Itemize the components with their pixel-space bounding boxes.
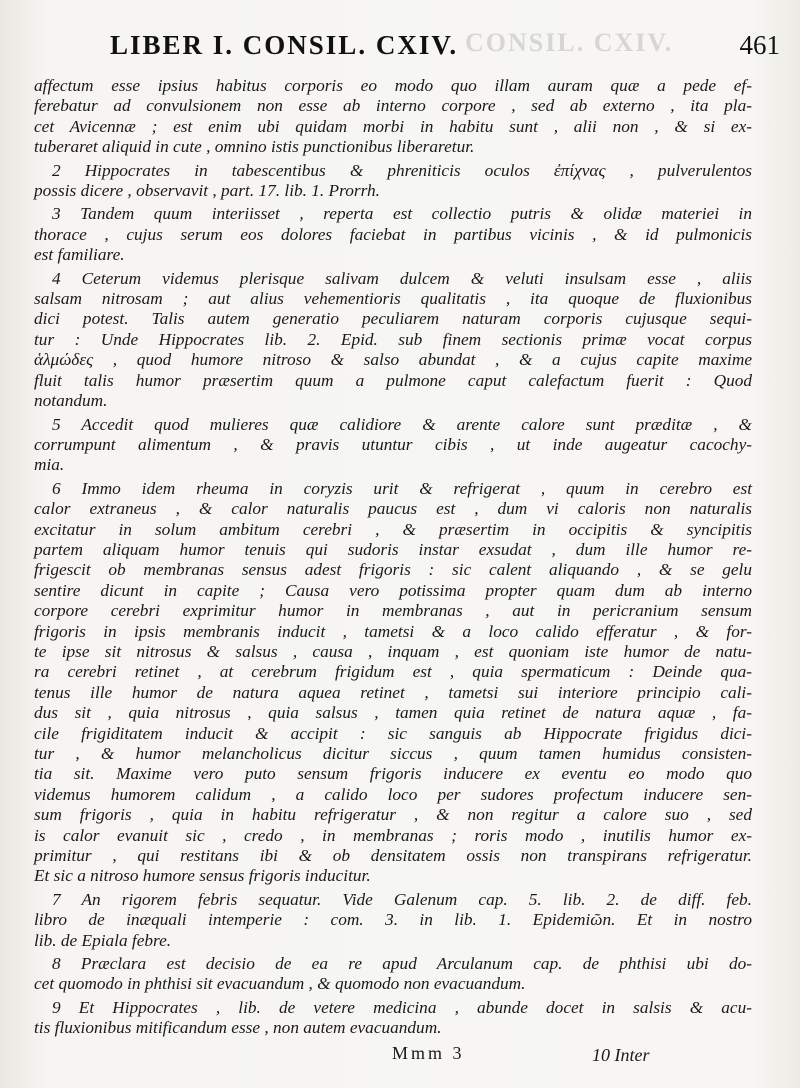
running-header (110, 30, 780, 61)
paragraph (34, 76, 752, 158)
text-line: possis dicere , observavit , part. 17. lib. 1. Prorrh. (34, 181, 380, 201)
paragraph (34, 479, 752, 887)
text-line: 9 Et Hippocrates , lib. de vetere medicina , abunde docet in salsis & acu- (52, 997, 752, 1017)
text-line: ferebatur ad convulsionem non esse ab interno corpore , sed ab externo , ita pla- (34, 96, 752, 116)
text-line: ra cerebri retinet , at cerebrum frigidum est , quia spermaticum : Deinde qua- (34, 662, 752, 682)
text-line: ἁλμώδες , quod humore nitroso & salso abundat , & a cujus capite maxime (34, 350, 752, 370)
text-line: 4 Ceterum videmus plerisque salivam dulcem & veluti insulsam esse , aliis (52, 268, 752, 288)
text-line: dici potest. Talis autem generatio peculiarem naturam corporis cujusque sequi- (34, 309, 752, 329)
text-line: partem aliquam humor tenuis qui sudoris instar exsudat , dum ille humor re- (34, 539, 752, 559)
paragraph (34, 269, 752, 412)
body-text (34, 76, 752, 1042)
page-number: 461 (739, 30, 780, 60)
text-line: thorace , cujus serum eos dolores faciebat in partibus vicinis , & id pulmonicis (34, 224, 752, 244)
text-line: tia sit. Maxime vero puto sensum frigoris inducere ex eventu eo modo quo (34, 764, 752, 784)
text-line: mia. (34, 455, 65, 475)
paragraph (34, 415, 752, 476)
text-line: 3 Tandem quum interiisset , reperta est collectio putris & olidæ materiei in (52, 204, 752, 224)
text-line: libro de inæquali intemperie : com. 3. in lib. 1. Epidemiῶn. Et in nostro (34, 910, 752, 930)
text-line: 5 Accedit quod mulieres quæ calidiore & arente calore sunt præditæ , & (52, 414, 752, 434)
running-title: LIBER I. CONSIL. CXIV. (110, 30, 459, 60)
paragraph (34, 998, 752, 1039)
text-line: is calor evanuit sic , credo , in membranas ; roris modo , inutilis humor ex- (34, 825, 752, 845)
text-line: sum frigoris , quia in habitu refrigeratur , & non regitur a calore suo , sed (34, 805, 752, 825)
text-line: 6 Immo idem rheuma in coryzis urit & refrigerat , quum in cerebro est (52, 478, 752, 498)
text-line: est familiare. (34, 245, 125, 265)
text-line: corpore cerebri exprimitur humor in membranas , aut in pericranium sensum (34, 601, 752, 621)
text-line: tis fluxionibus mitificandum esse , non autem evacuandum. (34, 1018, 442, 1038)
text-line: sentire dicunt in capite ; Causa vero potissima propter quam dum ab interno (34, 580, 752, 600)
text-line: cet Avicennæ ; est enim ubi quidam morbi in habitu sunt , alii non , & si ex- (34, 116, 752, 136)
text-line: frigescit ob membranas sensus adest frigoris : sic calent aliquando , & se gelu (34, 560, 752, 580)
paragraph (34, 161, 752, 202)
text-line: corrumpunt alimentum , & pravis utuntur cibis , ut inde augeatur cacochy- (34, 434, 752, 454)
text-line: videmus humorem calidum , a calido loco per sudores profectum inducere sen- (34, 784, 752, 804)
text-line: calor extraneus , & calor naturalis paucus est , dum vi caloris non naturalis (34, 499, 752, 519)
text-line: lib. de Epiala febre. (34, 930, 172, 950)
text-line: excitatur in solum ambitum cerebri , & præsertim in occipitis & syncipitis (34, 519, 752, 539)
text-line: frigoris in ipsis membranis inducit , tametsi & a loco calido efferatur , & for- (34, 621, 752, 641)
text-line: tur : Unde Hippocrates lib. 2. Epid. sub finem sectionis primæ vocat corpus (34, 329, 752, 349)
bleed-through-text: CONSIL. CXIV. (465, 28, 674, 57)
text-line: primitur , qui restitans ibi & ob densitatem ossis non transpirans refrigeratur. (34, 846, 752, 866)
text-line: tenus ille humor de natura aquea retinet , tametsi sui interiore principio cali- (34, 682, 752, 702)
paragraph (34, 954, 752, 995)
text-line: tur , & humor melancholicus dicitur siccus , quum tamen humidus consisten- (34, 744, 752, 763)
text-line: te ipse sit nitrosus & salsus , causa , inquam , est quoniam iste humor de natu- (34, 641, 752, 661)
text-line: 8 Præclara est decisio de ea re apud Arculanum cap. de phthisi ubi do- (52, 954, 752, 974)
text-line: fluit talis humor præsertim quum a pulmone caput calefactum fuerit : Quod (34, 370, 752, 390)
text-line: affectum esse ipsius habitus corporis eo modo quo illam auram quæ a pede ef- (34, 76, 752, 95)
text-line: cet quomodo in phthisi sit evacuandum , & quomodo non evacuandum. (34, 974, 526, 994)
catchword: 10 Inter (592, 1045, 650, 1065)
text-line: 2 Hippocrates in tabescentibus & phreniticis oculos ἐπίχνας , pulverulentos (52, 160, 752, 180)
text-line: dus sit , quia nitrosus , quia salsus , tamen quia retinet de natura aquæ , fa- (34, 703, 752, 723)
paragraph (34, 204, 752, 265)
text-line: Et sic a nitroso humore sensus frigoris inducitur. (34, 866, 371, 886)
paragraph (34, 890, 752, 951)
text-line: 7 An rigorem febris sequatur. Vide Galenum cap. 5. lib. 2. de diff. feb. (52, 889, 752, 909)
text-line: tuberaret aliquid in cute , omnino istis punctionibus liberaretur. (34, 137, 475, 157)
text-line: cile frigiditatem inducit & accipit : sic sanguis ab Hippocrate frigidus dici- (34, 723, 752, 743)
signature-mark: Mmm 3 (392, 1043, 465, 1063)
text-line: notandum. (34, 391, 108, 411)
text-line: salsam nitrosam ; aut alius vehementioris qualitatis , ita quoque de fluxionibus (34, 289, 752, 309)
